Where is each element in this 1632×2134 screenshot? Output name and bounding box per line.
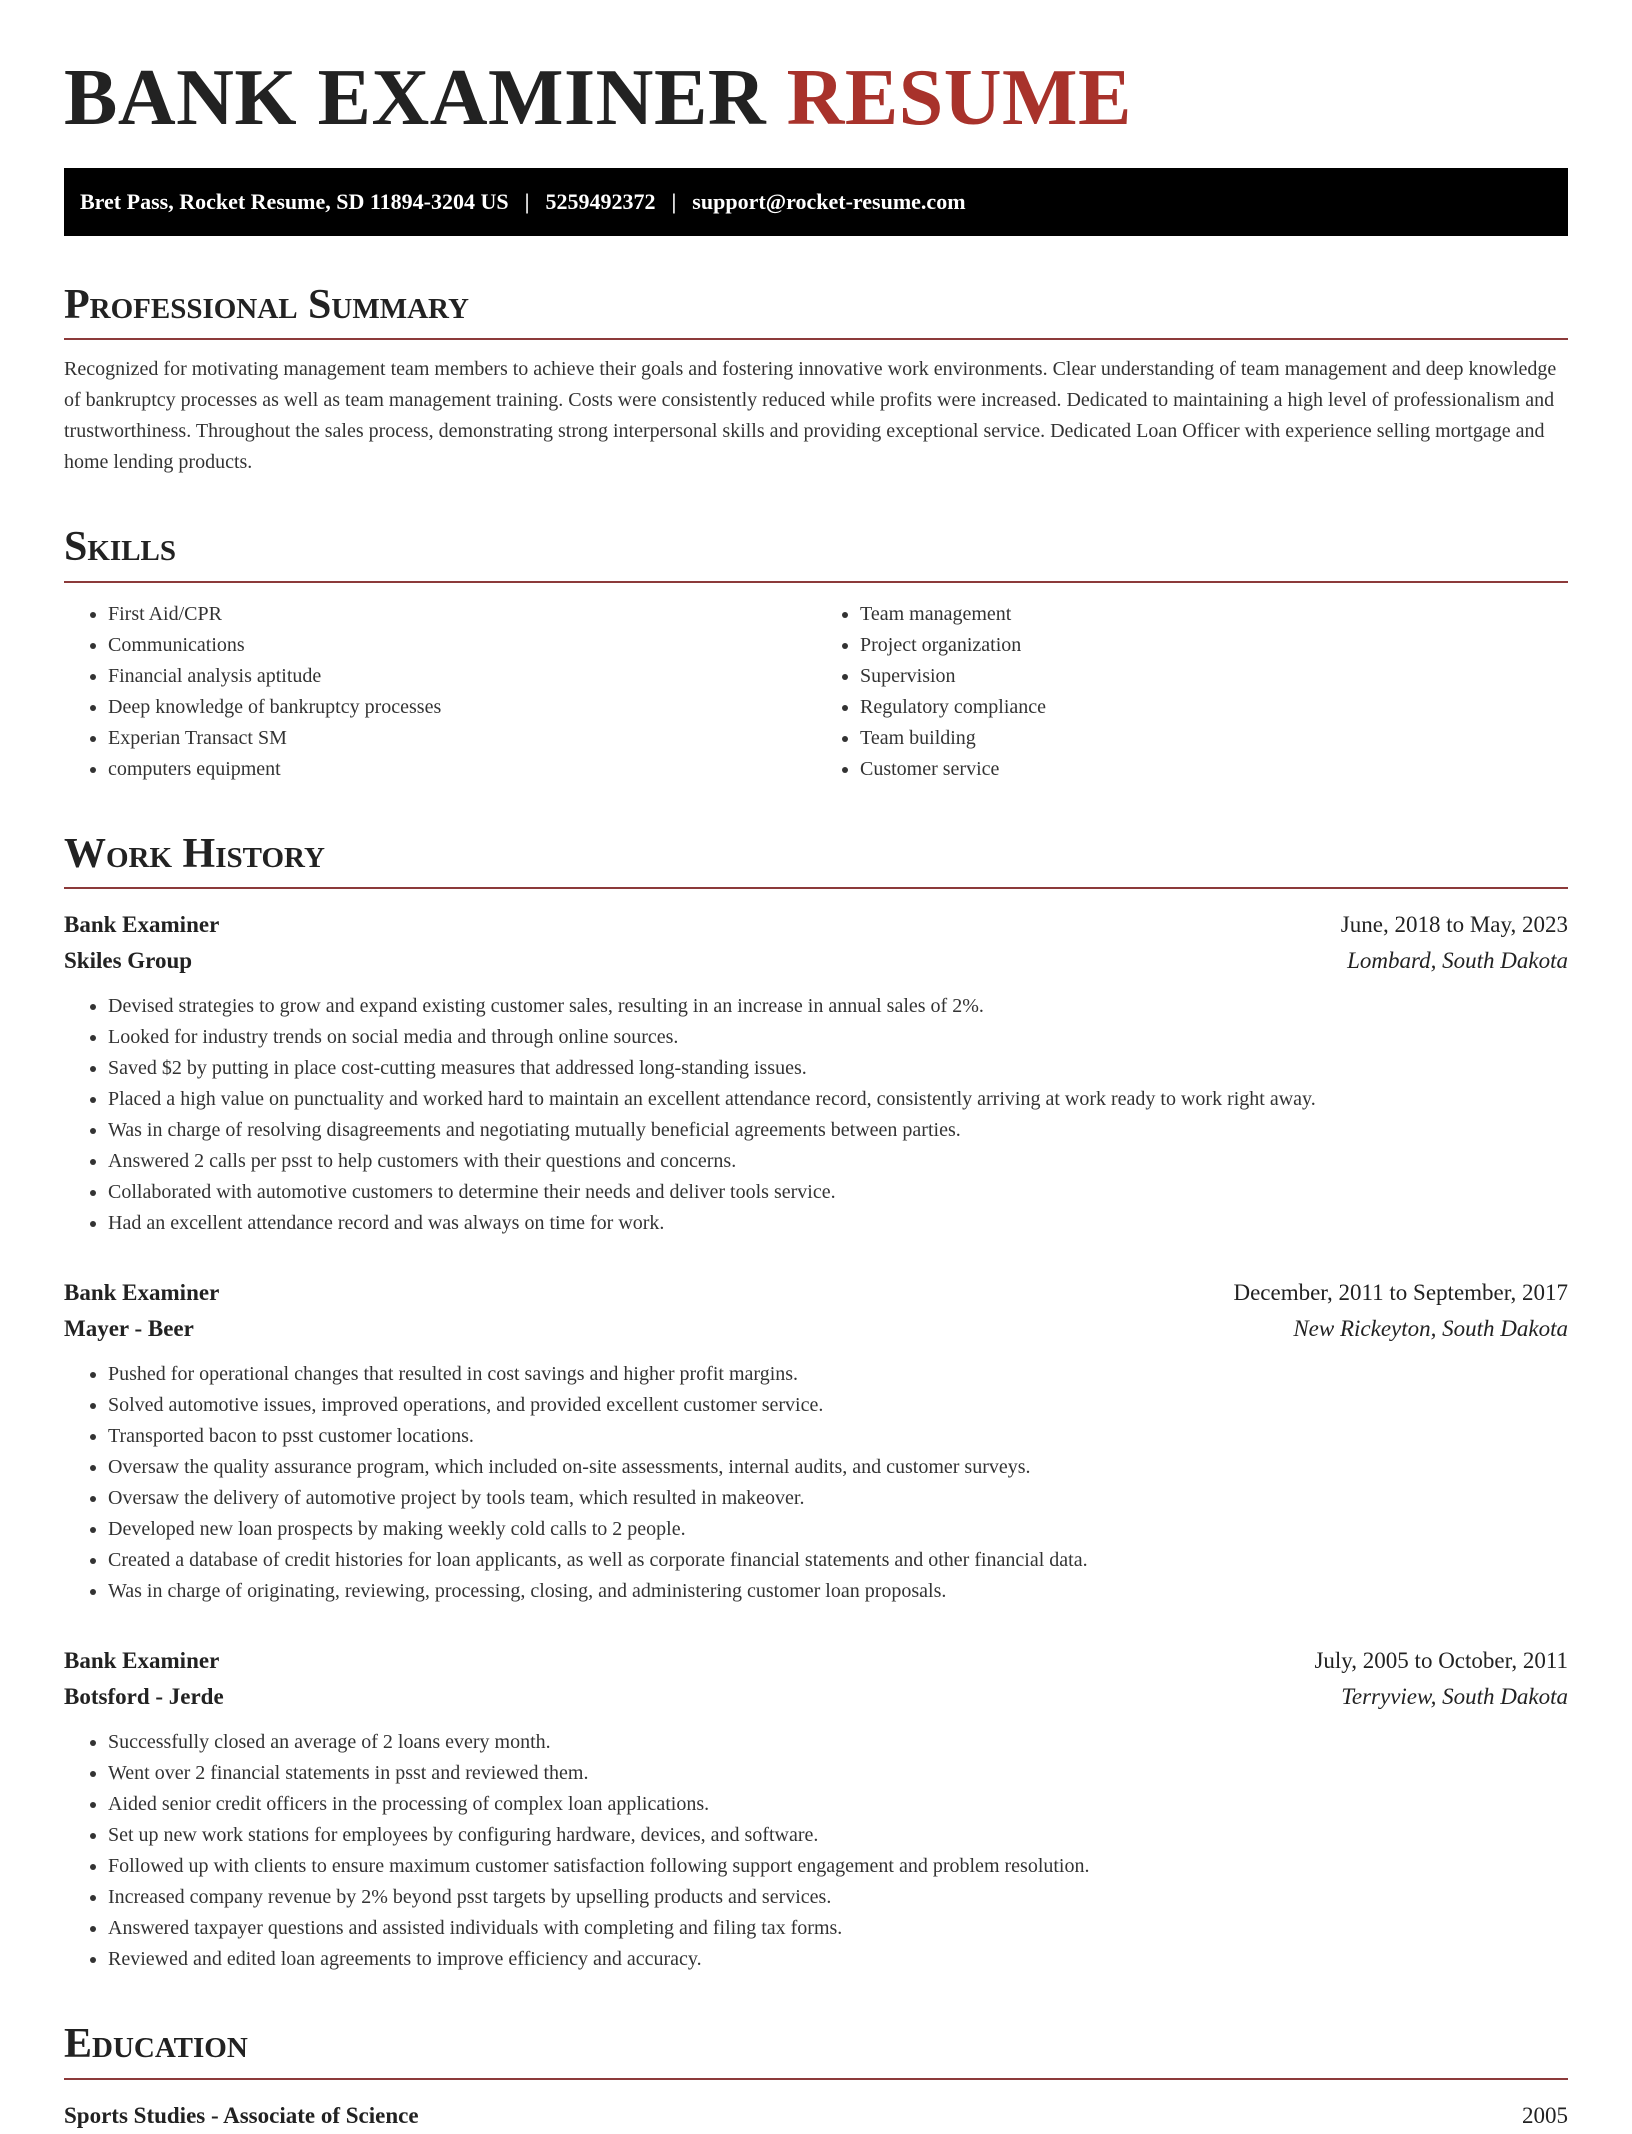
job-title: Bank Examiner bbox=[64, 912, 220, 938]
skill-item: • Experian Transact SM bbox=[108, 723, 816, 754]
job-bullet: • Was in charge of originating, reviewing, processing, closing, and administering customer loan proposals. bbox=[108, 1576, 1568, 1607]
job-entry bbox=[64, 1643, 1568, 1975]
title-main: BANK EXAMINER bbox=[64, 54, 767, 142]
skill-item: • First Aid/CPR bbox=[108, 599, 816, 630]
job-bullet: • Set up new work stations for employees by configuring hardware, devices, and software. bbox=[108, 1820, 1568, 1851]
contact-separator: | bbox=[671, 189, 677, 214]
skill-item: • Supervision bbox=[860, 661, 1568, 692]
job-bullet: • Aided senior credit officers in the processing of complex loan applications. bbox=[108, 1789, 1568, 1820]
education-heading: Education bbox=[64, 2019, 1568, 2079]
summary-section bbox=[64, 280, 1568, 478]
job-title-row bbox=[64, 907, 1568, 943]
job-bullet: • Saved $2 by putting in place cost-cutting measures that addressed long-standing issues. bbox=[108, 1053, 1568, 1084]
skill-item: • Team building bbox=[860, 723, 1568, 754]
job-entry bbox=[64, 1275, 1568, 1607]
education-row bbox=[64, 2098, 1568, 2134]
job-bullets bbox=[64, 1359, 1568, 1607]
job-bullet: • Pushed for operational changes that resulted in cost savings and higher profit margins. bbox=[108, 1359, 1568, 1390]
job-bullet: • Had an excellent attendance record and was always on time for work. bbox=[108, 1208, 1568, 1239]
job-bullet: • Answered 2 calls per psst to help customers with their questions and concerns. bbox=[108, 1146, 1568, 1177]
skills-columns bbox=[64, 599, 1568, 785]
title-accent: RESUME bbox=[786, 54, 1132, 142]
job-bullet: • Developed new loan prospects by making weekly cold calls to 2 people. bbox=[108, 1514, 1568, 1545]
job-bullet: • Devised strategies to grow and expand existing customer sales, resulting in an increase in annual sales of 2%. bbox=[108, 991, 1568, 1022]
skill-item: • Communications bbox=[108, 630, 816, 661]
job-bullets bbox=[64, 991, 1568, 1239]
job-title-row bbox=[64, 1275, 1568, 1311]
skill-item: • Regulatory compliance bbox=[860, 692, 1568, 723]
work-history-heading: Work History bbox=[64, 829, 1568, 889]
skills-section bbox=[64, 522, 1568, 784]
summary-text: Recognized for motivating management team members to achieve their goals and fostering innovative work environments. Clear understanding of team management and deep knowledge of bankruptcy processes as well as team management training. Costs were consistently reduced while profits were increased. Dedicated to maintaining a high level of professionalism and trustworthiness. Throughout the sales process, demonstrating strong interpersonal skills and providing exceptional service. Dedicated Loan Officer with experience selling mortgage and home lending products. bbox=[64, 358, 1557, 474]
education-section bbox=[64, 2019, 1568, 2133]
contact-bar bbox=[64, 168, 1568, 236]
job-company: Mayer - Beer bbox=[64, 1316, 194, 1342]
resume-title bbox=[64, 52, 1568, 144]
job-bullet: • Was in charge of resolving disagreements and negotiating mutually beneficial agreements between parties. bbox=[108, 1115, 1568, 1146]
job-dates: June, 2018 to May, 2023 bbox=[1340, 912, 1568, 938]
skills-right-list bbox=[816, 599, 1568, 785]
work-history-section bbox=[64, 829, 1568, 1975]
job-bullet: • Created a database of credit histories for loan applicants, as well as corporate financial statements and other financial data. bbox=[108, 1545, 1568, 1576]
job-location: New Rickeyton, South Dakota bbox=[1293, 1316, 1568, 1342]
job-company: Skiles Group bbox=[64, 948, 193, 974]
skill-item: • Team management bbox=[860, 599, 1568, 630]
contact-separator: | bbox=[524, 189, 530, 214]
job-bullet: • Reviewed and edited loan agreements to improve efficiency and accuracy. bbox=[108, 1944, 1568, 1975]
job-bullet: • Answered taxpayer questions and assisted individuals with completing and filing tax forms. bbox=[108, 1913, 1568, 1944]
job-title-row bbox=[64, 1643, 1568, 1679]
skill-item: • Customer service bbox=[860, 754, 1568, 785]
summary-heading: Professional Summary bbox=[64, 280, 1568, 340]
skills-left-list bbox=[64, 599, 816, 785]
contact-address: Bret Pass, Rocket Resume, SD 11894-3204 US bbox=[80, 189, 509, 214]
skill-item: • Financial analysis aptitude bbox=[108, 661, 816, 692]
education-degree: Sports Studies - Associate of Science bbox=[64, 2102, 419, 2128]
job-bullet: • Looked for industry trends on social media and through online sources. bbox=[108, 1022, 1568, 1053]
job-dates: July, 2005 to October, 2011 bbox=[1314, 1648, 1568, 1674]
job-location: Terryview, South Dakota bbox=[1341, 1684, 1568, 1710]
job-bullet: • Increased company revenue by 2% beyond psst targets by upselling products and services. bbox=[108, 1882, 1568, 1913]
job-bullet: • Solved automotive issues, improved operations, and provided excellent customer service. bbox=[108, 1390, 1568, 1421]
job-bullet: • Successfully closed an average of 2 loans every month. bbox=[108, 1727, 1568, 1758]
job-location: Lombard, South Dakota bbox=[1347, 948, 1568, 974]
job-bullet: • Oversaw the delivery of automotive project by tools team, which resulted in makeover. bbox=[108, 1483, 1568, 1514]
job-bullet: • Went over 2 financial statements in psst and reviewed them. bbox=[108, 1758, 1568, 1789]
job-bullet: • Transported bacon to psst customer locations. bbox=[108, 1421, 1568, 1452]
contact-email: support@rocket-resume.com bbox=[692, 189, 966, 214]
education-year: 2005 bbox=[1522, 2102, 1568, 2128]
contact-phone: 5259492372 bbox=[545, 189, 656, 214]
skill-item: • Project organization bbox=[860, 630, 1568, 661]
job-entry bbox=[64, 907, 1568, 1239]
job-company: Botsford - Jerde bbox=[64, 1684, 224, 1710]
job-bullets bbox=[64, 1727, 1568, 1975]
job-bullet: • Oversaw the quality assurance program, which included on-site assessments, internal audits, and customer surveys. bbox=[108, 1452, 1568, 1483]
job-dates: December, 2011 to September, 2017 bbox=[1233, 1280, 1568, 1306]
job-bullet: • Placed a high value on punctuality and worked hard to maintain an excellent attendance record, consistently arriving at work ready to work right away. bbox=[108, 1084, 1568, 1115]
skill-item: • computers equipment bbox=[108, 754, 816, 785]
job-bullet: • Followed up with clients to ensure maximum customer satisfaction following support engagement and problem resolution. bbox=[108, 1851, 1568, 1882]
job-title: Bank Examiner bbox=[64, 1280, 220, 1306]
job-company-row bbox=[64, 943, 1568, 979]
job-bullet: • Collaborated with automotive customers to determine their needs and deliver tools service. bbox=[108, 1177, 1568, 1208]
skill-item: • Deep knowledge of bankruptcy processes bbox=[108, 692, 816, 723]
skills-heading: Skills bbox=[64, 522, 1568, 582]
job-company-row bbox=[64, 1679, 1568, 1715]
job-company-row bbox=[64, 1311, 1568, 1347]
job-title: Bank Examiner bbox=[64, 1648, 220, 1674]
